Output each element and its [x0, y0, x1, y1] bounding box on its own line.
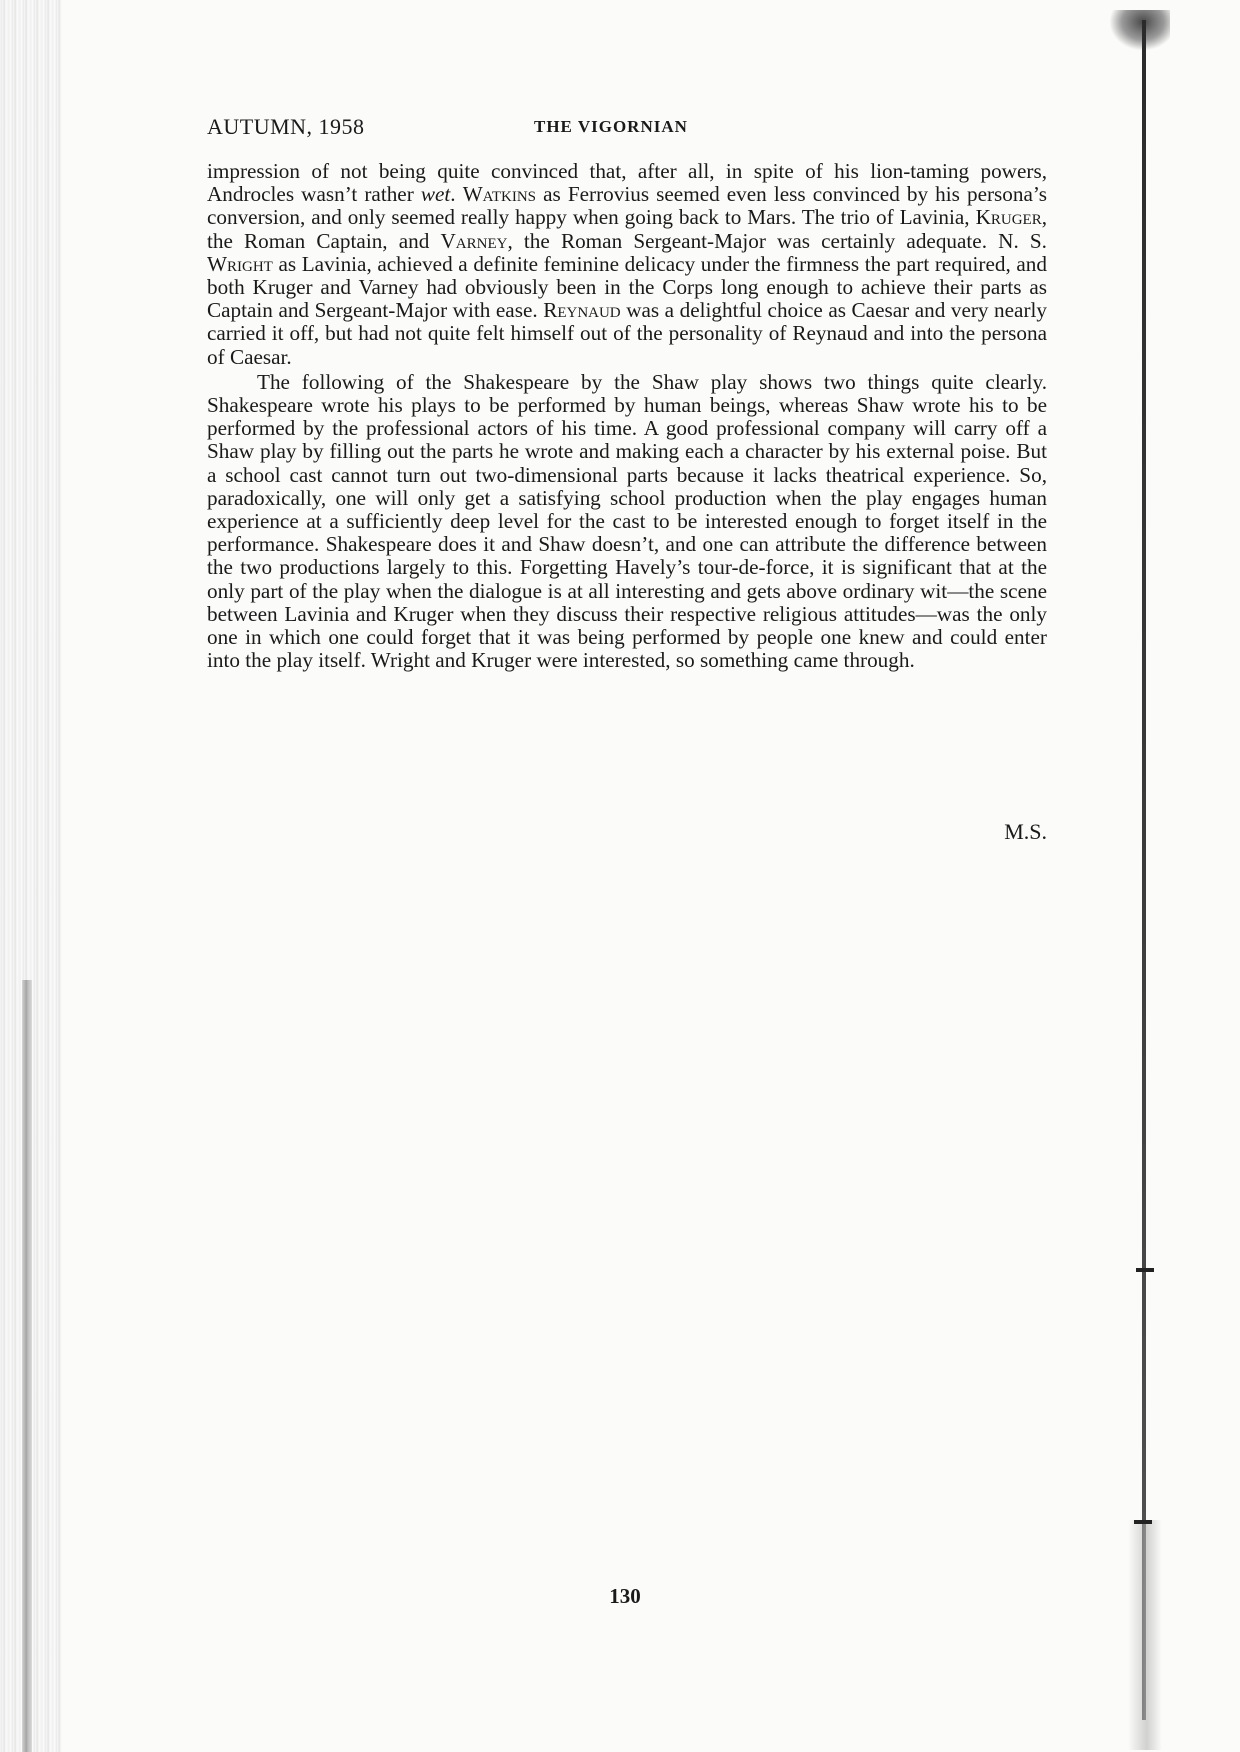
author-initials: M.S. [1004, 819, 1047, 844]
cast-name-reynaud: Reynaud [543, 298, 621, 323]
text-run: impression of not being quite convinced that, after all, in spite of his lion-taming powers, Androcles wasn’t rather [207, 159, 1047, 207]
page-edge-mark [1134, 1520, 1152, 1524]
page-edge-smudge-top [1110, 10, 1170, 50]
text-run: , the Roman Sergeant-Major was certainly adequate. N. S. [507, 228, 1047, 253]
cast-name-watkins: Watkins [462, 182, 537, 207]
paragraph-2: The following of the Shakespeare by the Shaw play shows two things quite clearly. Shakespeare wrote his plays to be performed by human beings, whereas Shaw wrote his to be performed by the professional actors of his time. A good professional company will carry off a Shaw play by filling out the parts he wrote and making each a character by his external poise. But a school cast cannot turn out two-dimensional parts because it lacks theatrical experience. So, paradoxically, one will only get a satisfying school production when the play engages human experience at a sufficiently deep level for the cast to be interested enough to forget itself in the performance. Shakespeare does it and Shaw doesn’t, and one can attribute the difference between the two productions largely to this. Forgetting Havely’s tour-de-force, it is significant that at the only part of the play when the dialogue is at all interesting and gets above ordinary wit—the scene between Lavinia and Kruger when they discuss their respective religious attitudes—was the only one in which one could forget that it was being performed by people one knew and could enter into the play itself. Wright and Kruger were interested, so something came through. [207, 369, 1047, 673]
text-run: . [450, 182, 463, 207]
page-edge-smudge-bottom [1128, 1520, 1162, 1750]
text-run: was a delightful choice as Caesar and very nearly carried it off, but had not quite felt himself out of the personality of Reynaud and into the persona of Caesar. [207, 298, 1047, 369]
text-run: , the Roman Captain, and [207, 205, 1047, 253]
text-run-italic: wet [420, 182, 451, 207]
article-body [207, 160, 1047, 672]
cast-name-kruger: Kruger [975, 205, 1042, 230]
page-edge-right [1142, 20, 1146, 1720]
binding-shadow-left-dark [22, 980, 32, 1752]
cast-name-varney: Varney [440, 228, 508, 253]
text-run: as Ferrovius seemed even less convinced by his persona’s conversion, and only seemed really happy when going back to Mars. The trio of Lavinia, [207, 182, 1048, 230]
page-number: 130 [609, 1584, 641, 1608]
journal-title: THE VIGORNIAN [534, 117, 688, 136]
issue-date: AUTUMN, 1958 [207, 114, 365, 139]
cast-name-wright: Wright [207, 251, 273, 276]
paragraph-1 [207, 160, 1047, 369]
text-run: as Lavinia, achieved a definite feminine delicacy under the firmness the part required, and both Kruger and Varney had obviously been in the Corps long enough to achieve their parts as Captain and Sergeant-Major with ease. [207, 251, 1047, 323]
running-header [207, 114, 1047, 144]
page-edge-mark [1136, 1268, 1154, 1272]
